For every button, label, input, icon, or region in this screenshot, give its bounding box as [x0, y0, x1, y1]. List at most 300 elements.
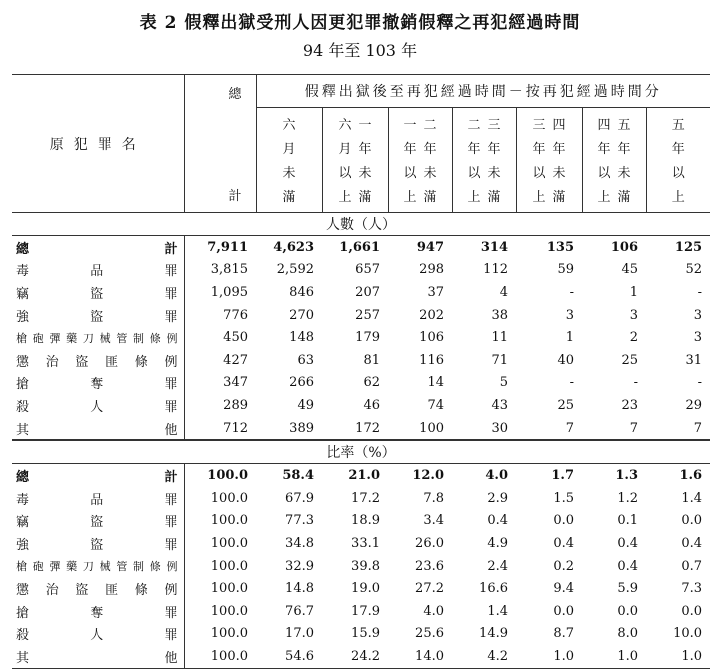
- header-char: 未: [358, 166, 372, 181]
- row-label: [12, 259, 184, 282]
- row-label-char: 彈: [49, 560, 61, 574]
- table-cell: 54.6: [256, 645, 322, 668]
- table-cell: 74: [427, 397, 444, 413]
- row-label-char: 他: [164, 650, 178, 666]
- row-label-char: 罪: [164, 309, 178, 325]
- row-label-char: 盜: [75, 583, 89, 599]
- table-cell: 657: [355, 262, 380, 278]
- column-header-4: [452, 108, 516, 213]
- table-cell: 25: [621, 352, 638, 368]
- row-label-char: 藥: [66, 560, 78, 574]
- column-header-total: [184, 75, 256, 213]
- header-char: 上: [403, 190, 417, 205]
- header-char: 未: [282, 166, 296, 181]
- table-cell: 298: [419, 262, 444, 278]
- row-label-char: 例: [164, 354, 178, 370]
- section-label-counts: 人數（人）: [12, 213, 710, 236]
- row-label-char: 例: [166, 331, 178, 345]
- table-cell: 1.0: [582, 645, 646, 668]
- table-cell: 0.1: [617, 513, 638, 529]
- table-cell: 49: [297, 397, 314, 413]
- header-char: 四: [552, 118, 566, 133]
- row-label-char: 條: [134, 583, 148, 599]
- statistics-table: [12, 74, 710, 669]
- table-cell: 100: [388, 417, 452, 441]
- row-label: [12, 600, 184, 623]
- table-cell: 3: [565, 307, 574, 323]
- table-cell: 32.9: [285, 558, 314, 574]
- table-row: [12, 394, 710, 417]
- table-row: [12, 600, 710, 623]
- header-char: 滿: [282, 190, 296, 205]
- row-label-char: 罪: [164, 264, 178, 280]
- table-cell: 947: [416, 239, 444, 255]
- column-header-5: [516, 108, 582, 213]
- table-row: [12, 304, 710, 327]
- row-label-char: 盜: [75, 354, 89, 370]
- total-header-top: 總: [228, 87, 242, 102]
- row-label-char: 強: [16, 537, 30, 553]
- table-cell: 8.0: [617, 626, 638, 642]
- table-cell: 3: [629, 307, 638, 323]
- table-cell: 63: [297, 352, 314, 368]
- row-label-char: 計: [164, 470, 178, 486]
- table-cell: 62: [363, 375, 380, 391]
- table-cell: 12.0: [412, 468, 444, 484]
- table-row: [12, 281, 710, 304]
- table-row: [12, 464, 710, 487]
- row-label-char: 治: [45, 354, 59, 370]
- row-label-char: 刀: [82, 560, 94, 574]
- table-cell: 100.0: [207, 468, 248, 484]
- table-cell: 1.0: [516, 645, 582, 668]
- header-char: 年: [403, 142, 417, 157]
- table-row: [12, 349, 710, 372]
- row-label-char: 奪: [90, 377, 104, 393]
- table-cell: 100.0: [210, 626, 248, 642]
- table-row: [12, 259, 710, 282]
- table-cell: 4: [499, 284, 508, 300]
- row-label-char: 其: [16, 650, 30, 666]
- header-char: 以: [671, 166, 685, 181]
- table-cell: 2.4: [487, 558, 508, 574]
- header-char: 年: [597, 142, 611, 157]
- table-cell: 0.4: [681, 535, 703, 551]
- table-cell: 17.9: [351, 603, 380, 619]
- row-label-char: 總: [16, 470, 30, 486]
- table-cell: 1: [629, 284, 638, 300]
- column-header-6: [582, 108, 646, 213]
- row-label-char: 懲: [16, 583, 30, 599]
- header-char: 五: [671, 118, 685, 133]
- header-char: 月: [282, 142, 296, 157]
- table-row: [12, 326, 710, 349]
- table-cell: 389: [256, 417, 322, 441]
- header-char: 上: [597, 190, 611, 205]
- row-label-char: 搶: [16, 377, 30, 393]
- table-cell: 29: [685, 397, 703, 413]
- table-cell: 4,623: [273, 239, 314, 255]
- table-cell: 257: [355, 307, 380, 323]
- table-row: [12, 555, 710, 578]
- header-char: 滿: [423, 190, 437, 205]
- table-cell: 5.9: [617, 581, 638, 597]
- table-cell: 33.1: [351, 535, 380, 551]
- table-cell: 0.4: [487, 513, 508, 529]
- row-label-char: 例: [164, 583, 178, 599]
- table-cell: 5: [499, 375, 508, 391]
- table-title: 表 2 假釋出獄受刑人因更犯罪撤銷假釋之再犯經過時間: [139, 13, 581, 33]
- table-cell: 427: [223, 352, 248, 368]
- table-cell: 135: [546, 239, 574, 255]
- row-label-char: 竊: [16, 515, 30, 531]
- header-char: 年: [358, 142, 372, 157]
- table-cell: 4.0: [485, 468, 508, 484]
- column-group-header: 假釋出獄後至再犯經過時間－按再犯經過時間分: [256, 75, 710, 108]
- table-cell: 7: [582, 417, 646, 441]
- row-label: [12, 236, 184, 259]
- table-cell: 270: [289, 307, 314, 323]
- table-cell: 0.2: [553, 558, 574, 574]
- header-char: 以: [403, 166, 417, 181]
- header-char: 四: [597, 118, 611, 133]
- table-cell: 106: [610, 239, 638, 255]
- total-header-bottom: 計: [228, 189, 242, 204]
- row-label-char: 槍: [16, 560, 27, 574]
- table-cell: 18.9: [351, 513, 380, 529]
- table-cell: 202: [419, 307, 444, 323]
- table-cell: 27.2: [415, 581, 444, 597]
- row-label-char: 制: [133, 560, 145, 574]
- table-cell: 37: [427, 284, 444, 300]
- row-label-char: 奪: [90, 605, 104, 621]
- row-label-char: 制: [133, 331, 145, 345]
- table-cell: 58.4: [282, 468, 314, 484]
- table-cell: 179: [355, 330, 380, 346]
- table-cell: 9.4: [553, 581, 574, 597]
- row-label-char: 刀: [82, 331, 94, 345]
- table-cell: 39.8: [351, 558, 380, 574]
- counts-rows: [12, 236, 710, 441]
- row-label: [12, 464, 184, 487]
- row-label-char: 毒: [16, 264, 30, 280]
- table-cell: 38: [491, 307, 508, 323]
- row-label-char: 計: [164, 241, 178, 257]
- table-cell: 1.6: [679, 468, 703, 484]
- table-cell: 25.6: [415, 626, 444, 642]
- table-cell: 1.0: [646, 645, 710, 668]
- row-label-char: 殺: [16, 399, 30, 415]
- table-cell: 7,911: [207, 239, 248, 255]
- table-cell: 712: [184, 417, 256, 441]
- table-cell: 45: [621, 262, 638, 278]
- table-cell: 1.3: [615, 468, 638, 484]
- header-char: 一: [403, 118, 417, 133]
- table-cell: -: [697, 284, 703, 300]
- table-row: [12, 236, 710, 259]
- row-label-char: 匪: [105, 583, 119, 599]
- column-header-2: [322, 108, 388, 213]
- row-label-char: 人: [90, 628, 104, 644]
- header-char: 上: [532, 190, 546, 205]
- table-cell: 2: [629, 330, 638, 346]
- table-cell: 3: [693, 307, 703, 323]
- table-cell: 67.9: [285, 490, 314, 506]
- header-char: 未: [423, 166, 437, 181]
- table-cell: 0.0: [681, 603, 703, 619]
- table-cell: 46: [363, 397, 380, 413]
- table-cell: 1,661: [339, 239, 380, 255]
- table-row: [12, 532, 710, 555]
- table-cell: 100.0: [210, 513, 248, 529]
- table-cell: 59: [557, 262, 574, 278]
- table-cell: 1: [565, 330, 574, 346]
- header-char: 年: [552, 142, 566, 157]
- table-cell: 1.5: [553, 490, 574, 506]
- row-label-char: 罪: [164, 286, 178, 302]
- header-char: 滿: [552, 190, 566, 205]
- row-label-char: 其: [16, 422, 30, 438]
- table-row: [12, 577, 710, 600]
- row-label-char: 搶: [16, 605, 30, 621]
- table-cell: 14.0: [388, 645, 452, 668]
- row-label-char: 條: [149, 331, 161, 345]
- table-cell: 148: [289, 330, 314, 346]
- header-char: 上: [671, 190, 685, 205]
- table-cell: 0.0: [617, 603, 638, 619]
- row-label-char: 條: [134, 354, 148, 370]
- table-cell: 116: [419, 352, 444, 368]
- table-subtitle: 94 年至 103 年: [302, 41, 418, 60]
- header-char: 上: [467, 190, 481, 205]
- table-cell: 77.3: [285, 513, 314, 529]
- table-cell: 17.0: [285, 626, 314, 642]
- table-cell: 0.4: [617, 558, 638, 574]
- header-char: 年: [532, 142, 546, 157]
- row-label-char: 他: [164, 422, 178, 438]
- table-cell: 76.7: [285, 603, 314, 619]
- table-cell: 1.7: [551, 468, 574, 484]
- row-label: [12, 372, 184, 395]
- header-char: 以: [532, 166, 546, 181]
- table-cell: 314: [480, 239, 508, 255]
- table-cell: 106: [419, 330, 444, 346]
- header-char: 上: [338, 190, 352, 205]
- table-cell: 846: [289, 284, 314, 300]
- row-label: [12, 417, 184, 441]
- row-label-char: 品: [90, 264, 104, 280]
- row-label-char: 管: [116, 331, 128, 345]
- header-char: 六: [282, 118, 296, 133]
- row-label-char: 罪: [164, 605, 178, 621]
- table-cell: 1.4: [487, 603, 508, 619]
- table-row: [12, 487, 710, 510]
- row-label-char: 械: [99, 560, 111, 574]
- column-header-7: [646, 108, 710, 213]
- table-cell: -: [633, 375, 638, 391]
- header-char: 滿: [358, 190, 372, 205]
- table-cell: 7.3: [681, 581, 703, 597]
- table-cell: 2.9: [487, 490, 508, 506]
- row-label: [12, 532, 184, 555]
- header-char: 未: [487, 166, 501, 181]
- table-cell: 17.2: [351, 490, 380, 506]
- table-cell: 100.0: [210, 558, 248, 574]
- table-cell: 100.0: [210, 535, 248, 551]
- table-cell: -: [697, 375, 703, 391]
- table-cell: 0.0: [553, 513, 574, 529]
- table-cell: 266: [289, 375, 314, 391]
- row-label-char: 砲: [32, 560, 44, 574]
- table-cell: 100.0: [210, 490, 248, 506]
- row-label: [12, 394, 184, 417]
- table-cell: 30: [452, 417, 516, 441]
- table-cell: 14.9: [479, 626, 508, 642]
- row-label-char: 竊: [16, 286, 30, 302]
- row-label-char: 管: [116, 560, 128, 574]
- table-cell: 0.4: [553, 535, 574, 551]
- header-char: 二: [423, 118, 437, 133]
- row-label-char: 藥: [66, 331, 78, 345]
- table-cell: 52: [685, 262, 703, 278]
- table-cell: -: [569, 284, 574, 300]
- table-cell: 23: [621, 397, 638, 413]
- table-cell: 125: [674, 239, 703, 255]
- table-cell: 26.0: [415, 535, 444, 551]
- row-label-char: 例: [166, 560, 178, 574]
- table-cell: 15.9: [351, 626, 380, 642]
- row-label: [12, 645, 184, 668]
- table-cell: 11: [491, 330, 508, 346]
- table-cell: 0.7: [681, 558, 703, 574]
- row-label-char: 盜: [90, 286, 104, 302]
- row-label-char: 盜: [90, 537, 104, 553]
- row-label-char: 罪: [164, 628, 178, 644]
- row-label: [12, 510, 184, 533]
- row-label-char: 槍: [16, 331, 27, 345]
- table-row: [12, 623, 710, 646]
- header-char: 三: [487, 118, 501, 133]
- row-label-char: 匪: [105, 354, 119, 370]
- row-label-char: 殺: [16, 628, 30, 644]
- row-label-char: 總: [16, 241, 30, 257]
- table-cell: 3.4: [423, 513, 444, 529]
- row-label-char: 罪: [164, 515, 178, 531]
- header-char: 二: [467, 118, 481, 133]
- header-char: 未: [617, 166, 631, 181]
- table-cell: 19.0: [351, 581, 380, 597]
- table-cell: 100.0: [210, 603, 248, 619]
- table-cell: 4.0: [423, 603, 444, 619]
- row-label-char: 懲: [16, 354, 30, 370]
- table-cell: 14.8: [285, 581, 314, 597]
- table-cell: 23.6: [415, 558, 444, 574]
- section-label-ratio: 比率（%）: [12, 440, 710, 464]
- column-header-1: [256, 108, 322, 213]
- row-label: [12, 281, 184, 304]
- ratio-rows: [12, 464, 710, 668]
- table-cell: 31: [685, 352, 703, 368]
- row-label-char: 彈: [49, 331, 61, 345]
- table-cell: 3: [693, 330, 703, 346]
- table-cell: 71: [491, 352, 508, 368]
- table-cell: 0.0: [681, 513, 703, 529]
- table-cell: 43: [491, 397, 508, 413]
- table-cell: 347: [223, 375, 248, 391]
- header-char: 年: [423, 142, 437, 157]
- table-cell: 0.4: [617, 535, 638, 551]
- table-cell: 8.7: [553, 626, 574, 642]
- table-cell: 21.0: [348, 468, 380, 484]
- row-label-char: 品: [90, 492, 104, 508]
- table-cell: 289: [223, 397, 248, 413]
- header-char: 滿: [617, 190, 631, 205]
- table-cell: 112: [483, 262, 508, 278]
- table-row: [12, 417, 710, 441]
- header-char: 以: [467, 166, 481, 181]
- header-char: 滿: [487, 190, 501, 205]
- table-cell: 0.0: [553, 603, 574, 619]
- row-label: [12, 349, 184, 372]
- row-label-char: 盜: [90, 515, 104, 531]
- row-label-char: 毒: [16, 492, 30, 508]
- table-cell: 7.8: [423, 490, 444, 506]
- table-cell: 1.2: [617, 490, 638, 506]
- header-char: 三: [532, 118, 546, 133]
- table-cell: 100.0: [184, 645, 256, 668]
- table-cell: 2,592: [276, 262, 314, 278]
- header-char: 年: [617, 142, 631, 157]
- table-cell: 34.8: [285, 535, 314, 551]
- table-cell: 776: [223, 307, 248, 323]
- row-label: [12, 487, 184, 510]
- table-cell: 7: [646, 417, 710, 441]
- row-label: [12, 304, 184, 327]
- row-label-char: 罪: [164, 537, 178, 553]
- row-label-char: 條: [149, 560, 161, 574]
- header-char: 以: [597, 166, 611, 181]
- table-cell: 24.2: [322, 645, 388, 668]
- table-cell: 207: [355, 284, 380, 300]
- table-cell: 100.0: [210, 581, 248, 597]
- table-cell: 81: [363, 352, 380, 368]
- header-char: 年: [467, 142, 481, 157]
- row-label-char: 械: [99, 331, 111, 345]
- column-header-3: [388, 108, 452, 213]
- header-char: 五: [617, 118, 631, 133]
- table-cell: 14: [427, 375, 444, 391]
- header-char: 年: [671, 142, 685, 157]
- table-row: [12, 372, 710, 395]
- table-cell: 3,815: [210, 262, 248, 278]
- row-label: [12, 555, 184, 578]
- table-cell: 10.0: [673, 626, 703, 642]
- row-label-char: 人: [90, 399, 104, 415]
- row-label-char: 治: [45, 583, 59, 599]
- row-label: [12, 577, 184, 600]
- row-label-char: 罪: [164, 399, 178, 415]
- table-cell: -: [569, 375, 574, 391]
- table-row: [12, 510, 710, 533]
- table-cell: 1.4: [681, 490, 703, 506]
- table-cell: 25: [557, 397, 574, 413]
- row-label-char: 強: [16, 309, 30, 325]
- row-label: [12, 623, 184, 646]
- row-label-char: 罪: [164, 377, 178, 393]
- header-char: 以: [338, 166, 352, 181]
- row-label-char: 罪: [164, 492, 178, 508]
- row-label: [12, 326, 184, 349]
